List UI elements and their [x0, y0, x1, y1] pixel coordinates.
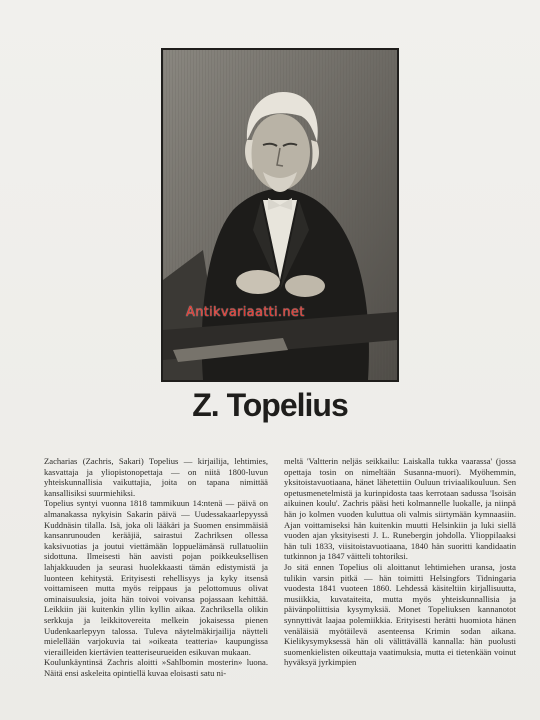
paragraph: Topelius syntyi vuonna 1818 tammikuun 14:ntenä — päivä on almanakassa nykyisin Sakarin päivä — Uudessakaarlepyyssä Kuddnäsin tilalla. Isä, joka oli lääkäri ja Suomen ensimmäisiä kansanrunouden kerääjiä, sairastui Zachriksen ollessa kaksivuotias ja joutui viettämään loppuelämänsä rullatuoliin sidottuna. Ilmeisesti hän aavisti pojan poikkeuksellisen lahjakkuuden ja seurasi huolekkaasti tämän edistymistä ja luonteen kehitystä. Erityisesti rehellisyys ja kyky itsensä voittamiseen mutta myös reippaus ja pelottomuus olivat ominaisuuksia, joita hän toivoi voivansa pojassaan kehittää. Leikkiin jäi kuitenkin yllin kyllin aikaa. Zachriksella olikin serkkuja ja leikkitovereita melkein jokaisessa pienen Uudenkaarlepyyn talossa. Tuleva näytelmäkirjailija näytteli mielellään varjokuvia tai »oikeata teatteria» kaupungissa vierailleiden kiertävien teatteriseurueiden esikuvan mukaan.	[44, 498, 268, 657]
portrait-image	[161, 48, 399, 382]
paragraph: meltä 'Valtterin neljäs seikkailu: Laiskalla tukka vaarassa' (jossa opettaja tosin on nimeltään Susanna-muori). Myöhemmin, yksitoistavuotiaana, hänet lähetettiin Ouluun triviaalikouluun. Sen opetusmenetelmistä ja kurinpidosta taas kerrotaan sadussa 'Isoisän aikuinen koulu'. Zachris pääsi heti kolmannelle luokalle, ja niinpä hän jo kolmen vuoden kuluttua oli valmis siirtymään kymnaasiin. Ajan voittamiseksi hän kuitenkin muutti Helsinkiin ja luki siellä vuoden ajan yksityisesti J. L. Runebergin johdolla. Ylioppilaaksi hän tuli 1833, viisitoistavuotiaana, 1840 hän suoritti kandidaatin tutkinnon ja 1847 väitteli tohtoriksi.	[284, 456, 516, 562]
paragraph: Jo sitä ennen Topelius oli aloittanut lehtimiehen uransa, josta tulikin varsin pitkä — hän toimitti Helsingfors Tidningaria vuodesta 1841 vuoteen 1860. Lehdessä käsiteltiin kirjallisuutta, musiikkia, kuvataiteita, mutta myös yhteiskunnallisia ja päivänpoliittisia kysymyksiä. Monet Topeliuksen kannanotot synnyttivät laajaa polemiikkia. Erityisesti herätti huomiota hänen venäläisiä myötäilevä asenteensa Krimin sodan aikana. Kielikysymyksessä hän oli välittävällä kannalla: hän puolusti suomenkielisten oikeuttaja vaatimuksia, mutta ei tietenkään voinut hyväksyä jyrkimpien	[284, 561, 516, 668]
page-title: Z. Topelius	[192, 387, 348, 423]
watermark-text: Antikvariaatti.net	[186, 305, 305, 320]
text-column-left	[44, 456, 268, 678]
paragraph: Zacharias (Zachris, Sakari) Topelius — kirjailija, lehtimies, kasvattaja ja yliopistonopettaja — on niitä 1800-luvun yhteiskunnallisia vaikuttajia, joita on tapana nimittää kansallisiksi suurmiehiksi.	[44, 456, 268, 498]
paragraph: Koulunkäyntinsä Zachris aloitti »Sahlbomin mosterin» luona. Näitä ensi askeleita opintiellä kuvaa eloisasti satu ni-	[44, 657, 268, 678]
text-column-right	[284, 456, 516, 668]
